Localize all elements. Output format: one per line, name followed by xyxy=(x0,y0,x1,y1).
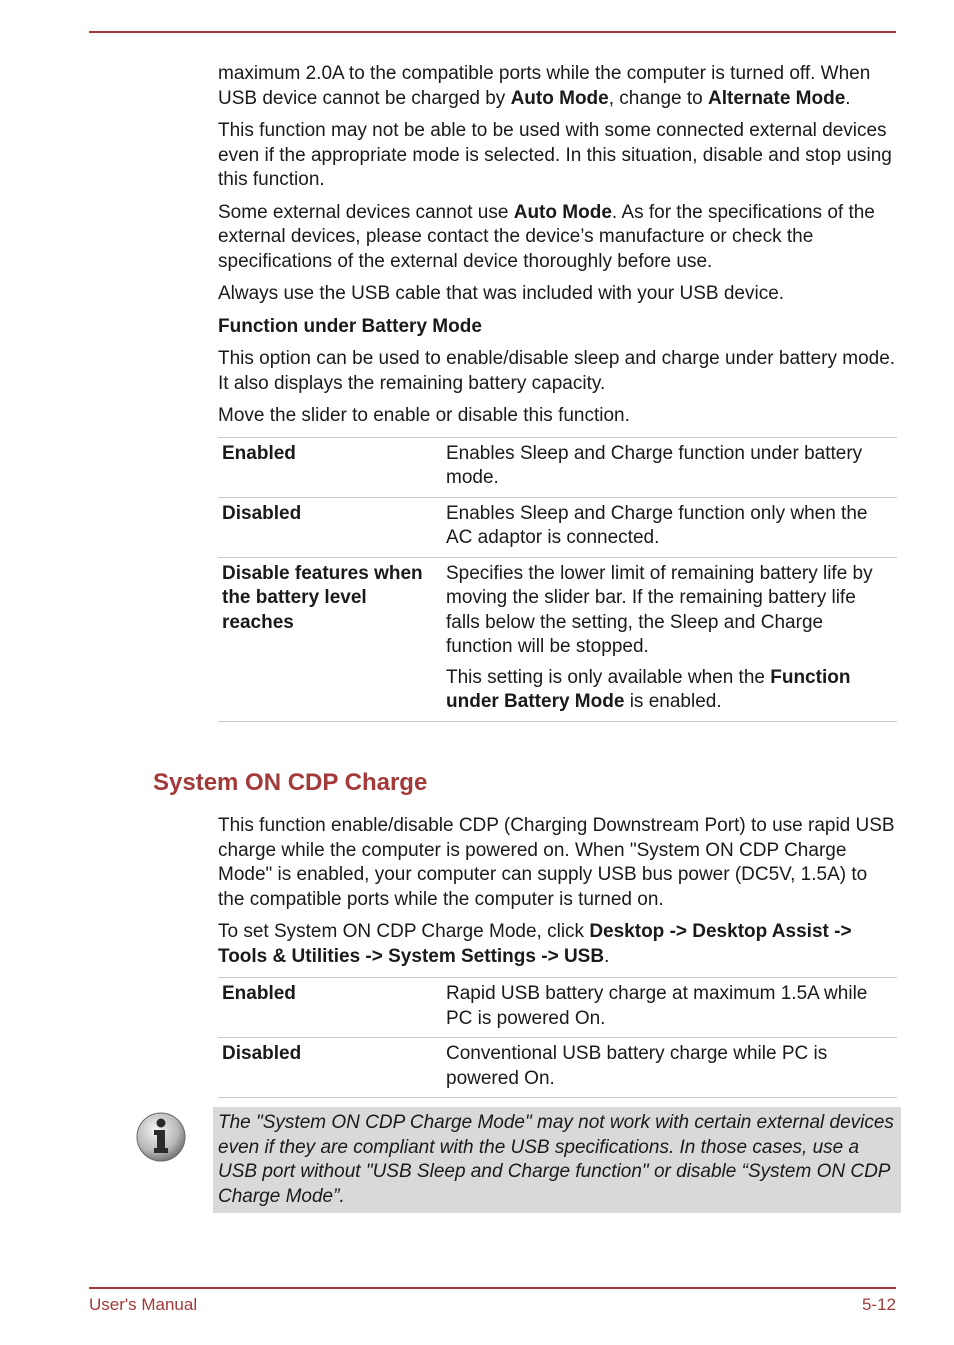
table-row xyxy=(218,497,897,557)
option-description-text: Specifies the lower limit of remaining battery life by moving the slider bar. If the remaining battery life falls below the setting, the Sleep and Charge function will be stopped. xyxy=(446,562,873,657)
battery-mode-heading: Function under Battery Mode xyxy=(218,315,482,337)
option-description: Conventional USB battery charge while PC is powered On. xyxy=(442,1038,897,1098)
intro-paragraph-2: This function may not be able to be used with some connected external devices even if the appropriate mode is selected. In this situation, disable and stop using this function. xyxy=(218,120,892,190)
cdp-section xyxy=(218,814,898,1098)
intro-paragraph-4: Always use the USB cable that was included with your USB device. xyxy=(218,283,785,304)
header-rule xyxy=(89,31,896,33)
battery-mode-paragraph-2: Move the slider to enable or disable this function. xyxy=(218,405,630,426)
note-box: The "System ON CDP Charge Mode" may not work with certain external devices even if they are compliant with the USB specifications. In those cases, use a USB port without "USB Sleep and Charge function" or disable “System ON CDP Charge Mode”. xyxy=(213,1107,901,1213)
option-name: Enabled xyxy=(218,978,442,1038)
table-row xyxy=(218,557,897,721)
option-description-note: This setting is only available when the Function under Battery Mode is enabled. xyxy=(446,666,851,712)
option-name: Disabled xyxy=(218,1038,442,1098)
intro-paragraph-3: Some external devices cannot use Auto Mode. As for the specifications of the external devices, please contact the device’s manufacture or check the specifications of the external device thoroughly before use. xyxy=(218,201,875,272)
footer-rule xyxy=(89,1287,896,1289)
intro-section xyxy=(218,62,898,722)
info-icon xyxy=(134,1110,188,1164)
cdp-table xyxy=(218,977,897,1098)
battery-mode-paragraph-1: This option can be used to enable/disable sleep and charge under battery mode. It also displays the remaining battery capacity. xyxy=(218,348,896,394)
table-row xyxy=(218,978,897,1038)
cdp-paragraph-1: This function enable/disable CDP (Charging Downstream Port) to use rapid USB charge while the computer is powered on. When "System ON CDP Charge Mode" is enabled, your computer can supply USB bus power (DC5V, 1.5A) to the compatible ports while the computer is turned on. xyxy=(218,815,895,910)
battery-mode-table xyxy=(218,437,897,722)
intro-paragraph-1: maximum 2.0A to the compatible ports while the computer is turned off. When USB device cannot be charged by Auto Mode, change to Alternate Mode. xyxy=(218,63,871,109)
option-description: Enables Sleep and Charge function only when the AC adaptor is connected. xyxy=(442,497,897,557)
option-name: Disable features when the battery level reaches xyxy=(218,557,442,721)
table-row xyxy=(218,1038,897,1098)
option-name: Enabled xyxy=(218,437,442,497)
option-description xyxy=(442,557,897,721)
option-name: Disabled xyxy=(218,497,442,557)
footer-title: User's Manual xyxy=(89,1295,198,1314)
option-description: Rapid USB battery charge at maximum 1.5A while PC is powered On. xyxy=(442,978,897,1038)
section-heading: System ON CDP Charge xyxy=(153,769,428,796)
table-row xyxy=(218,437,897,497)
page-number: 5-12 xyxy=(861,1295,896,1314)
cdp-paragraph-2: To set System ON CDP Charge Mode, click Desktop -> Desktop Assist -> Tools & Utilities -> System Settings -> USB. xyxy=(218,921,852,967)
option-description: Enables Sleep and Charge function under battery mode. xyxy=(442,437,897,497)
